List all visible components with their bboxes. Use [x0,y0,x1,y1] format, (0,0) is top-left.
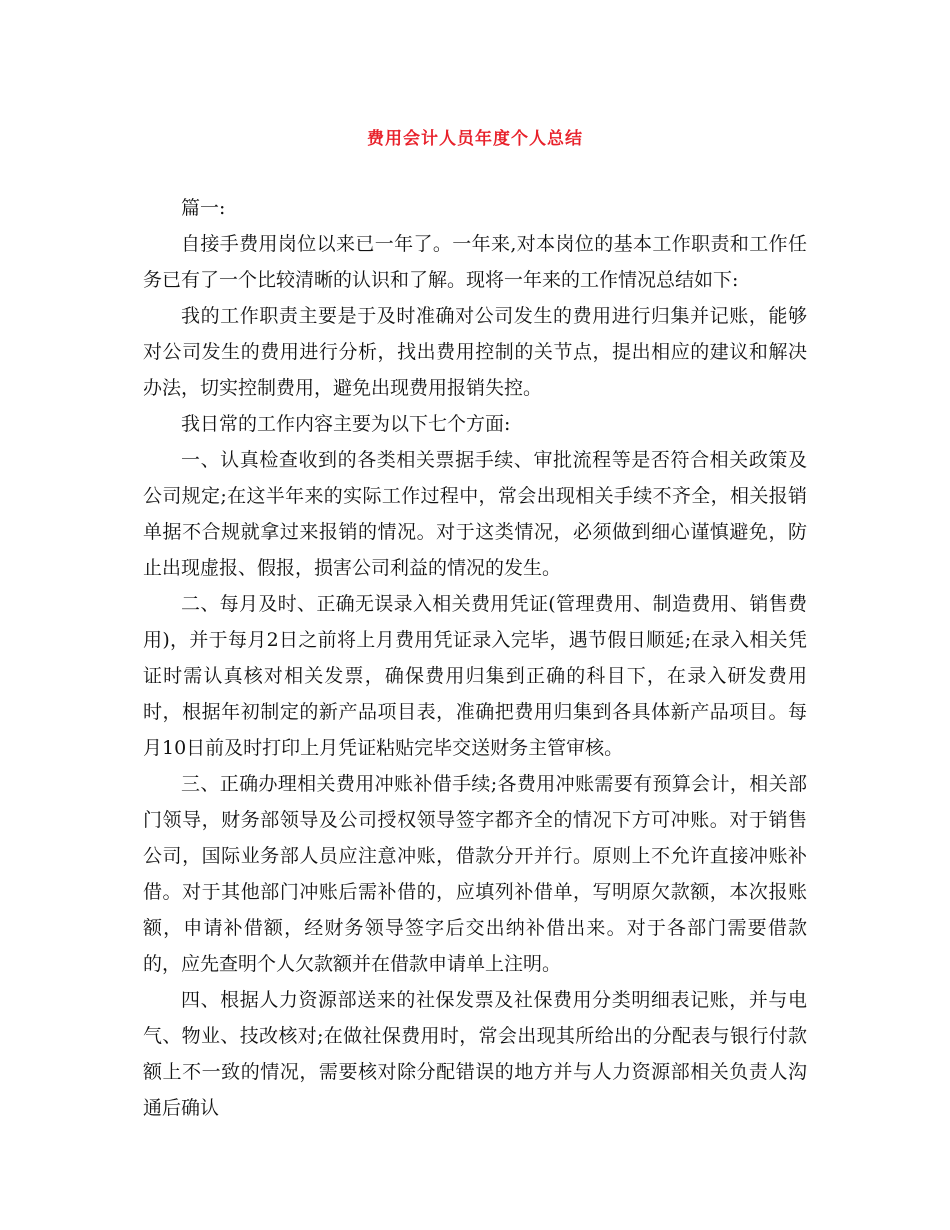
paragraph-item-4: 四、根据人力资源部送来的社保发票及社保费用分类明细表记账，并与电气、物业、技改核对;在做社保费用时，常会出现其所给出的分配表与银行付款额上不一致的情况，需要核对除分配错误的地方并与人力资源部相关负责人沟通后确认 [143,989,807,1119]
paragraph-section-label: 篇一: [181,197,226,219]
paragraph-duties: 我的工作职责主要是于及时准确对公司发生的费用进行归集并记账，能够对公司发生的费用进行分析，找出费用控制的关节点，提出相应的建议和解决办法，切实控制费用，避免出现费用报销失控。 [143,305,807,399]
paragraph-item-1: 一、认真检查收到的各类相关票据手续、审批流程等是否符合相关政策及公司规定;在这半年来的实际工作过程中，常会出现相关手续不齐全，相关报销单据不合规就拿过来报销的情况。对于这类情况，必须做到细心谨慎避免，防止出现虚报、假报，损害公司利益的情况的发生。 [143,449,807,579]
document-title: 费用会计人员年度个人总结 [367,129,583,149]
paragraph-item-3: 三、正确办理相关费用冲账补借手续;各费用冲账需要有预算会计，相关部门领导，财务部领导及公司授权领导签字都齐全的情况下方可冲账。对于销售公司，国际业务部人员应注意冲账，借款分开并行。原则上不允许直接冲账补借。对于其他部门冲账后需补借的，应填列补借单，写明原欠款额，本次报账额，申请补借额，经财务领导签字后交出纳补借出来。对于各部门需要借款的，应先查明个人欠款额并在借款申请单上注明。 [143,773,807,975]
document-body [143,190,807,1126]
paragraph-item-2: 二、每月及时、正确无误录入相关费用凭证(管理费用、制造费用、销售费用)，并于每月2日之前将上月费用凭证录入完毕，遇节假日顺延;在录入相关凭证时需认真核对相关发票，确保费用归集到正确的科目下，在录入研发费用时，根据年初制定的新产品项目表，准确把费用归集到各具体新产品项目。每月10日前及时打印上月凭证粘贴完毕交送财务主管审核。 [143,593,807,759]
paragraph-intro: 自接手费用岗位以来已一年了。一年来,对本岗位的基本工作职责和工作任务已有了一个比较清晰的认识和了解。现将一年来的工作情况总结如下: [143,233,807,291]
paragraph-seven-aspects: 我日常的工作内容主要为以下七个方面: [181,413,511,435]
